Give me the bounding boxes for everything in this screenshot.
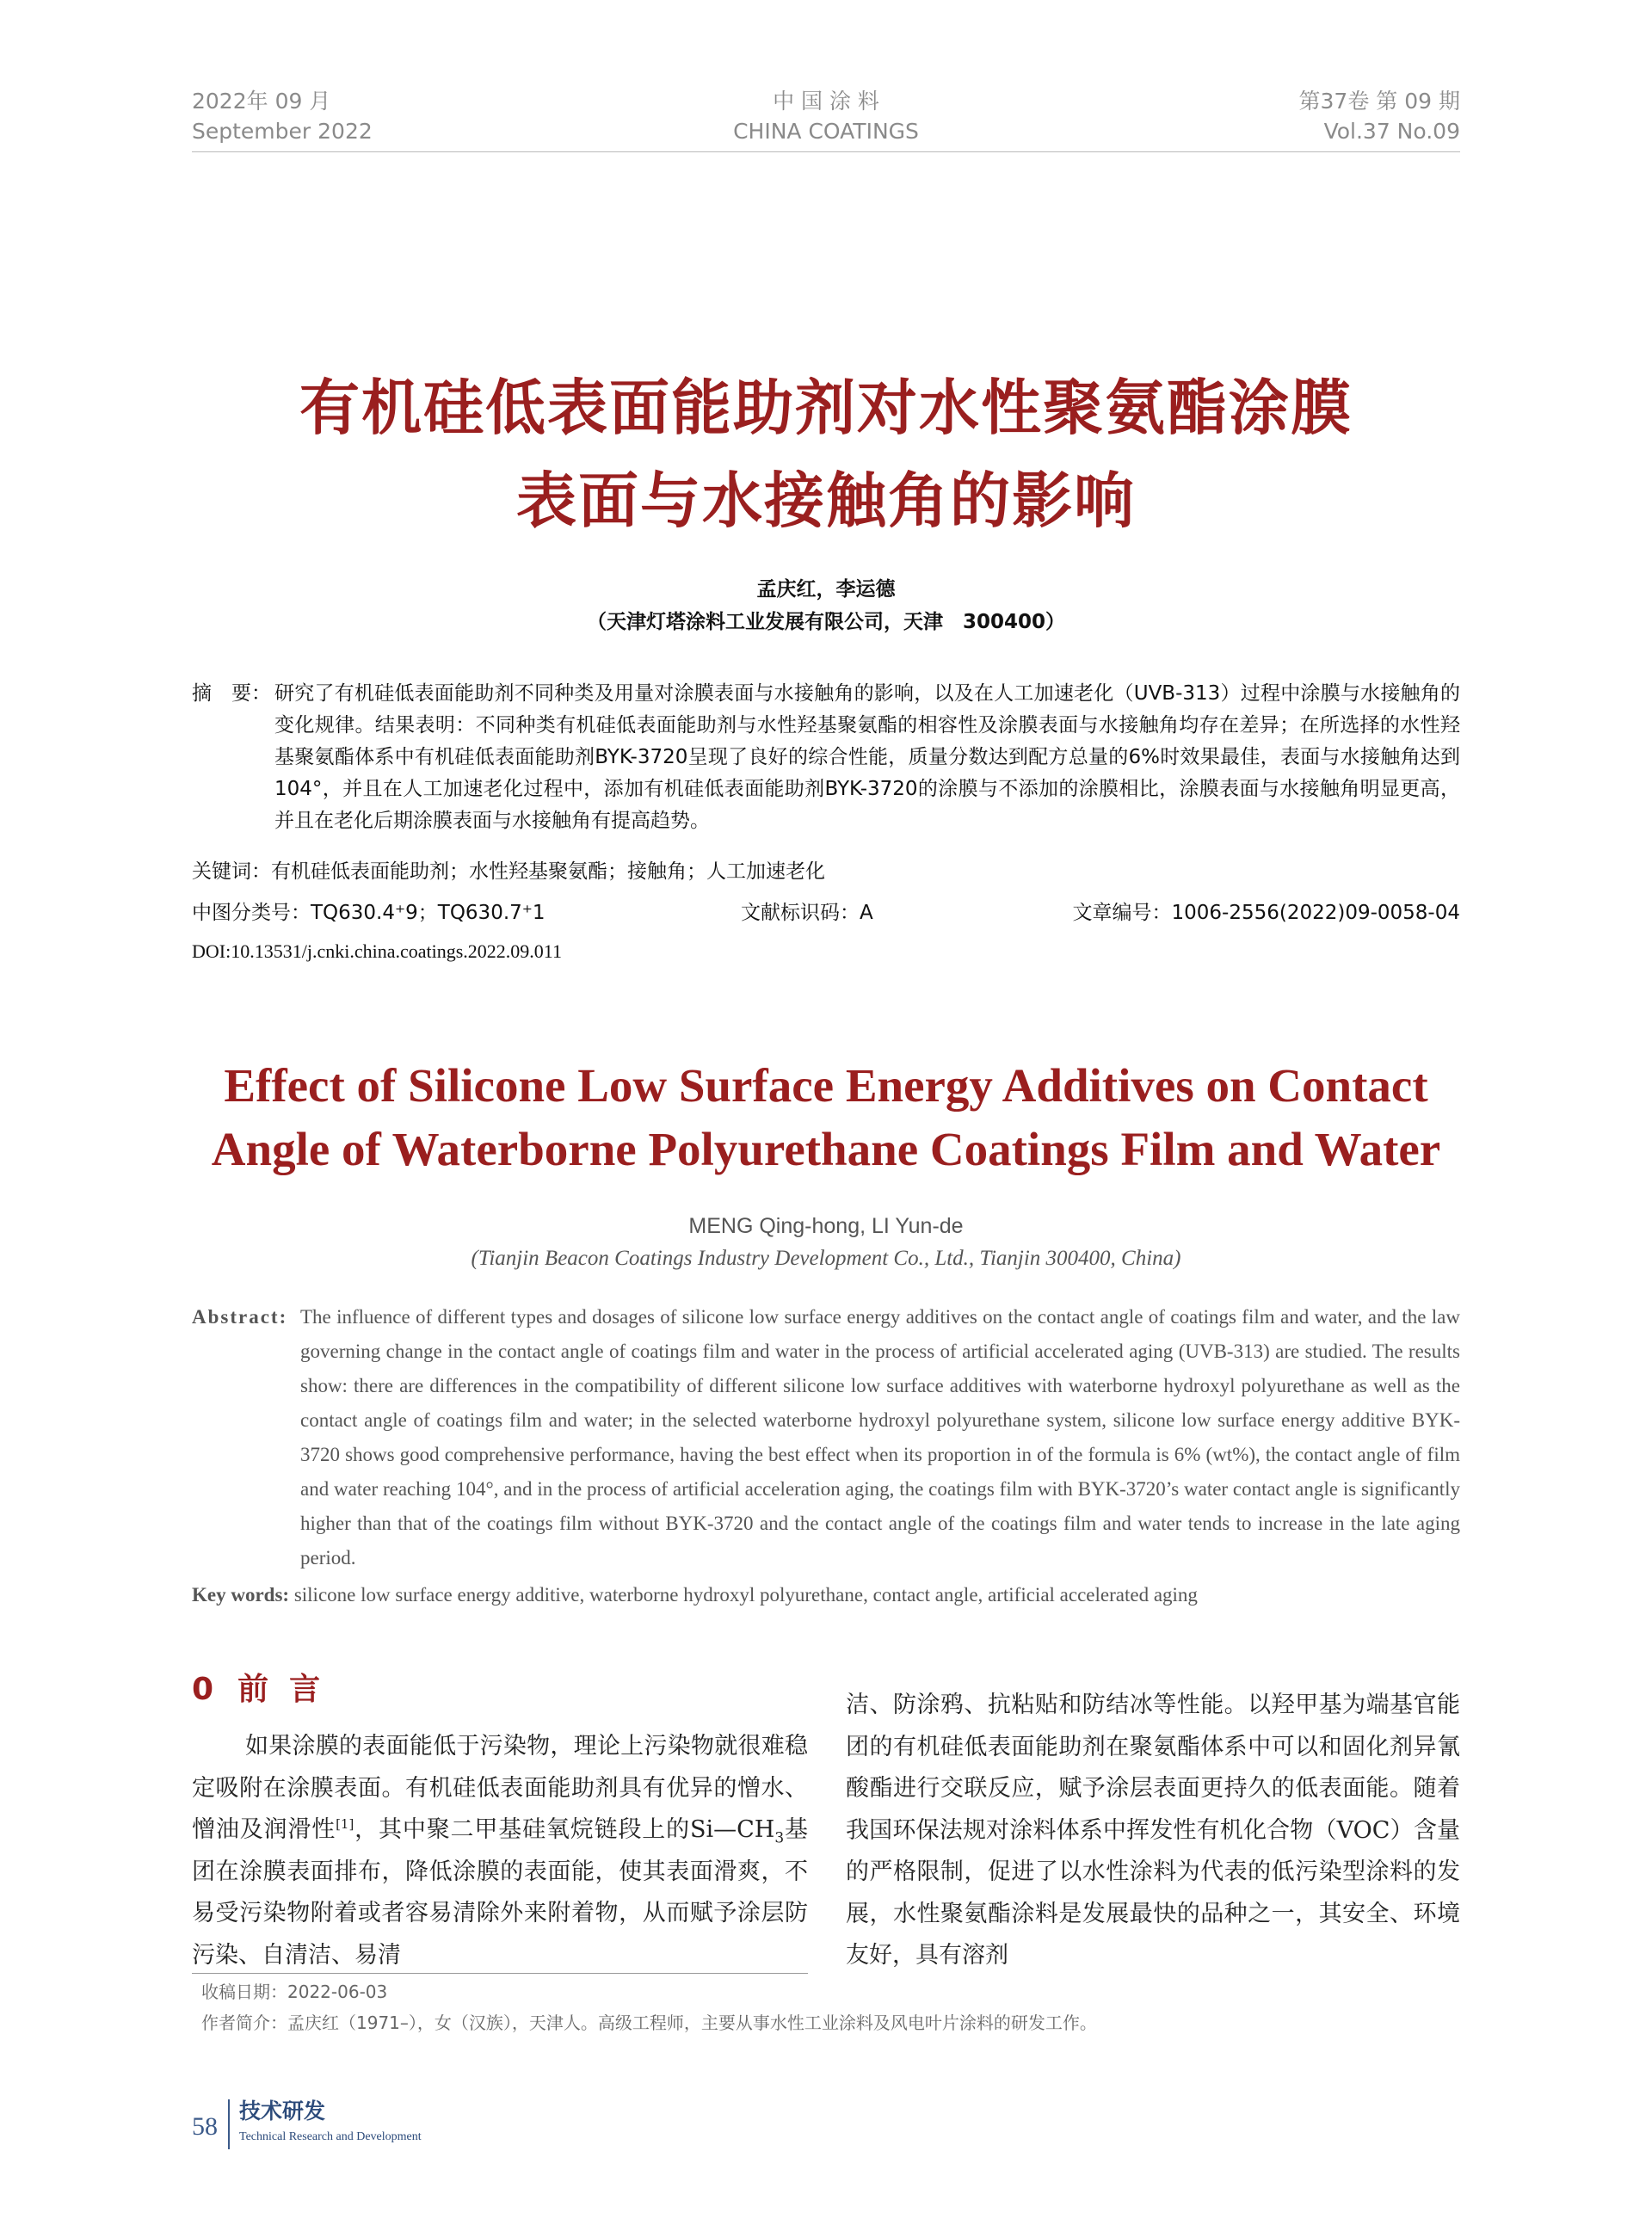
clc-number: 中图分类号：TQ630.4⁺9；TQ630.7⁺1 <box>192 902 546 924</box>
title-en-line1: Effect of Silicone Low Surface Energy Additives on Contact <box>224 1059 1428 1112</box>
keywords-cn: 关键词：有机硅低表面能助剂；水性羟基聚氨酯；接触角；人工加速老化 <box>192 860 825 883</box>
abstract-cn <box>192 678 1460 837</box>
authors-cn: 孟庆红，李运德 <box>756 578 896 601</box>
header-issue-cn: 第37卷 第 09 期 <box>1298 89 1460 114</box>
title-en <box>129 1054 1523 1181</box>
footer-section-en: Technical Research and Development <box>239 2130 422 2143</box>
subscript-3: 3 <box>774 1829 785 1847</box>
section-heading <box>192 1671 341 1709</box>
keywords-en-text: silicone low surface energy additive, waterborne hydroxyl polyurethane, contact angle, artificial accelerated aging <box>293 1584 1198 1606</box>
authors-en: MENG Qing-hong, LI Yun-de <box>688 1214 964 1238</box>
classification-row <box>192 898 1460 928</box>
article-number: 文章编号：1006-2556(2022)09-0058-04 <box>1072 902 1460 924</box>
header-date-cn: 2022年 09 月 <box>192 89 331 114</box>
abstract-en-text: The influence of different types and dosages of silicone low surface energy additives on the contact angle of coatings film and water, and the law governing change in the contact angle of coatings film and water in the process of artificial accelerated aging (UVB-313) are studied. The results show: there are differences in the compatibility of different silicone low surface additives with waterborne hydroxyl polyurethane as well as the contact angle of coatings film and water; in the selected waterborne hydroxyl polyurethane system, silicone low surface energy additive BYK-3720 shows good comprehensive performance, having the best effect when its proportion in of the formula is 6% (wt%), the contact angle of film and water reaching 104°, and in the process of artificial acceleration aging, the coatings film with BYK-3720’s water contact angle is significantly higher than that of the coatings film without BYK-3720 and the contact angle of the coatings film and water tends to increase in the late aging period. <box>300 1306 1460 1569</box>
author-bio: 作者简介：孟庆红（1971–），女（汉族），天津人。高级工程师，主要从事水性工业涂料及风电叶片涂料的研发工作。 <box>201 2012 1097 2033</box>
body-column-left <box>192 1726 808 1976</box>
section-title: 前言 <box>237 1672 342 1707</box>
abstract-cn-label: 摘 要： <box>192 682 271 705</box>
page-number: 58 <box>192 2112 218 2141</box>
header-rule <box>192 151 1460 152</box>
footer-divider <box>228 2099 230 2149</box>
section-number: 0 <box>192 1672 214 1707</box>
abstract-en-label: Abstract: <box>192 1306 288 1328</box>
doi: DOI:10.13531/j.cnki.china.coatings.2022.09.011 <box>192 940 562 962</box>
body-left-part1: 如果涂膜的表面能低于污染物，理论上污染物就很难稳定吸附在涂膜表面。有机硅低表面能助剂具有优异的憎水、憎油及润滑性 <box>192 1733 808 1843</box>
citation-ref: [1] <box>336 1816 354 1832</box>
document-code: 文献标识码：A <box>741 902 873 924</box>
footnote-rule <box>192 1973 808 1974</box>
header-journal-cn: 中 国 涂 料 <box>773 89 879 114</box>
affiliation-cn: （天津灯塔涂料工业发展有限公司，天津 300400） <box>586 611 1066 633</box>
header-issue <box>1299 86 1460 146</box>
affiliation-en: (Tianjin Beacon Coatings Industry Development Co., Ltd., Tianjin 300400, China) <box>471 1247 1181 1270</box>
running-header <box>192 86 1460 155</box>
received-date: 收稿日期：2022-06-03 <box>201 1982 388 2002</box>
header-issue-en: Vol.37 No.09 <box>1323 119 1460 144</box>
keywords-en <box>192 1580 1460 1611</box>
abstract-cn-text: 研究了有机硅低表面能助剂不同种类及用量对涂膜表面与水接触角的影响，以及在人工加速老化（UVB-313）过程中涂膜与水接触角的变化规律。结果表明：不同种类有机硅低表面能助剂与水性羟基聚氨酯的相容性及涂膜表面与水接触角均存在差异；在所选择的水性羟基聚氨酯体系中有机硅低表面能助剂BYK-3720呈现了良好的综合性能，质量分数达到配方总量的6%时效果最佳，表面与水接触角达到104°，并且在人工加速老化过程中，添加有机硅低表面能助剂BYK-3720的涂膜与不添加的涂膜相比，涂膜表面与水接触角明显更高，并且在老化后期涂膜表面与水接触角有提高趋势。 <box>274 682 1460 832</box>
header-date-en: September 2022 <box>192 119 373 144</box>
body-column-right: 洁、防涂鸦、抗粘贴和防结冰等性能。以羟甲基为端基官能团的有机硅低表面能助剂在聚氨酯体系中可以和固化剂异氰酸酯进行交联反应，赋予涂层表面更持久的低表面能。随着我国环保法规对涂料体系中挥发性有机化合物（VOC）含量的严格限制，促进了以水性涂料为代表的低污染型涂料的发展，水性聚氨酯涂料是发展最快的品种之一，其安全、环境友好，具有溶剂 <box>846 1692 1460 1969</box>
footer-section-cn: 技术研发 <box>239 2099 326 2123</box>
title-cn-line1: 有机硅低表面能助剂对水性聚氨酯涂膜 <box>299 373 1353 443</box>
abstract-en <box>192 1300 1460 1575</box>
body-left-part3: 基团在涂膜表面排布，降低涂膜的表面能，使其表面滑爽，不易受污染物附着或者容易清除外来附着物，从而赋予涂层防污染、自清洁、易清 <box>192 1816 809 1969</box>
title-cn-line2: 表面与水接触角的影响 <box>516 465 1136 536</box>
title-cn <box>129 361 1523 547</box>
title-en-line2: Angle of Waterborne Polyurethane Coatings Film and Water <box>211 1123 1441 1175</box>
header-journal <box>192 86 1460 146</box>
header-journal-en: CHINA COATINGS <box>733 119 919 144</box>
body-left-part2: ，其中聚二甲基硅氧烷链段上的Si—CH <box>354 1816 775 1843</box>
keywords-en-label: Key words: <box>192 1584 290 1606</box>
